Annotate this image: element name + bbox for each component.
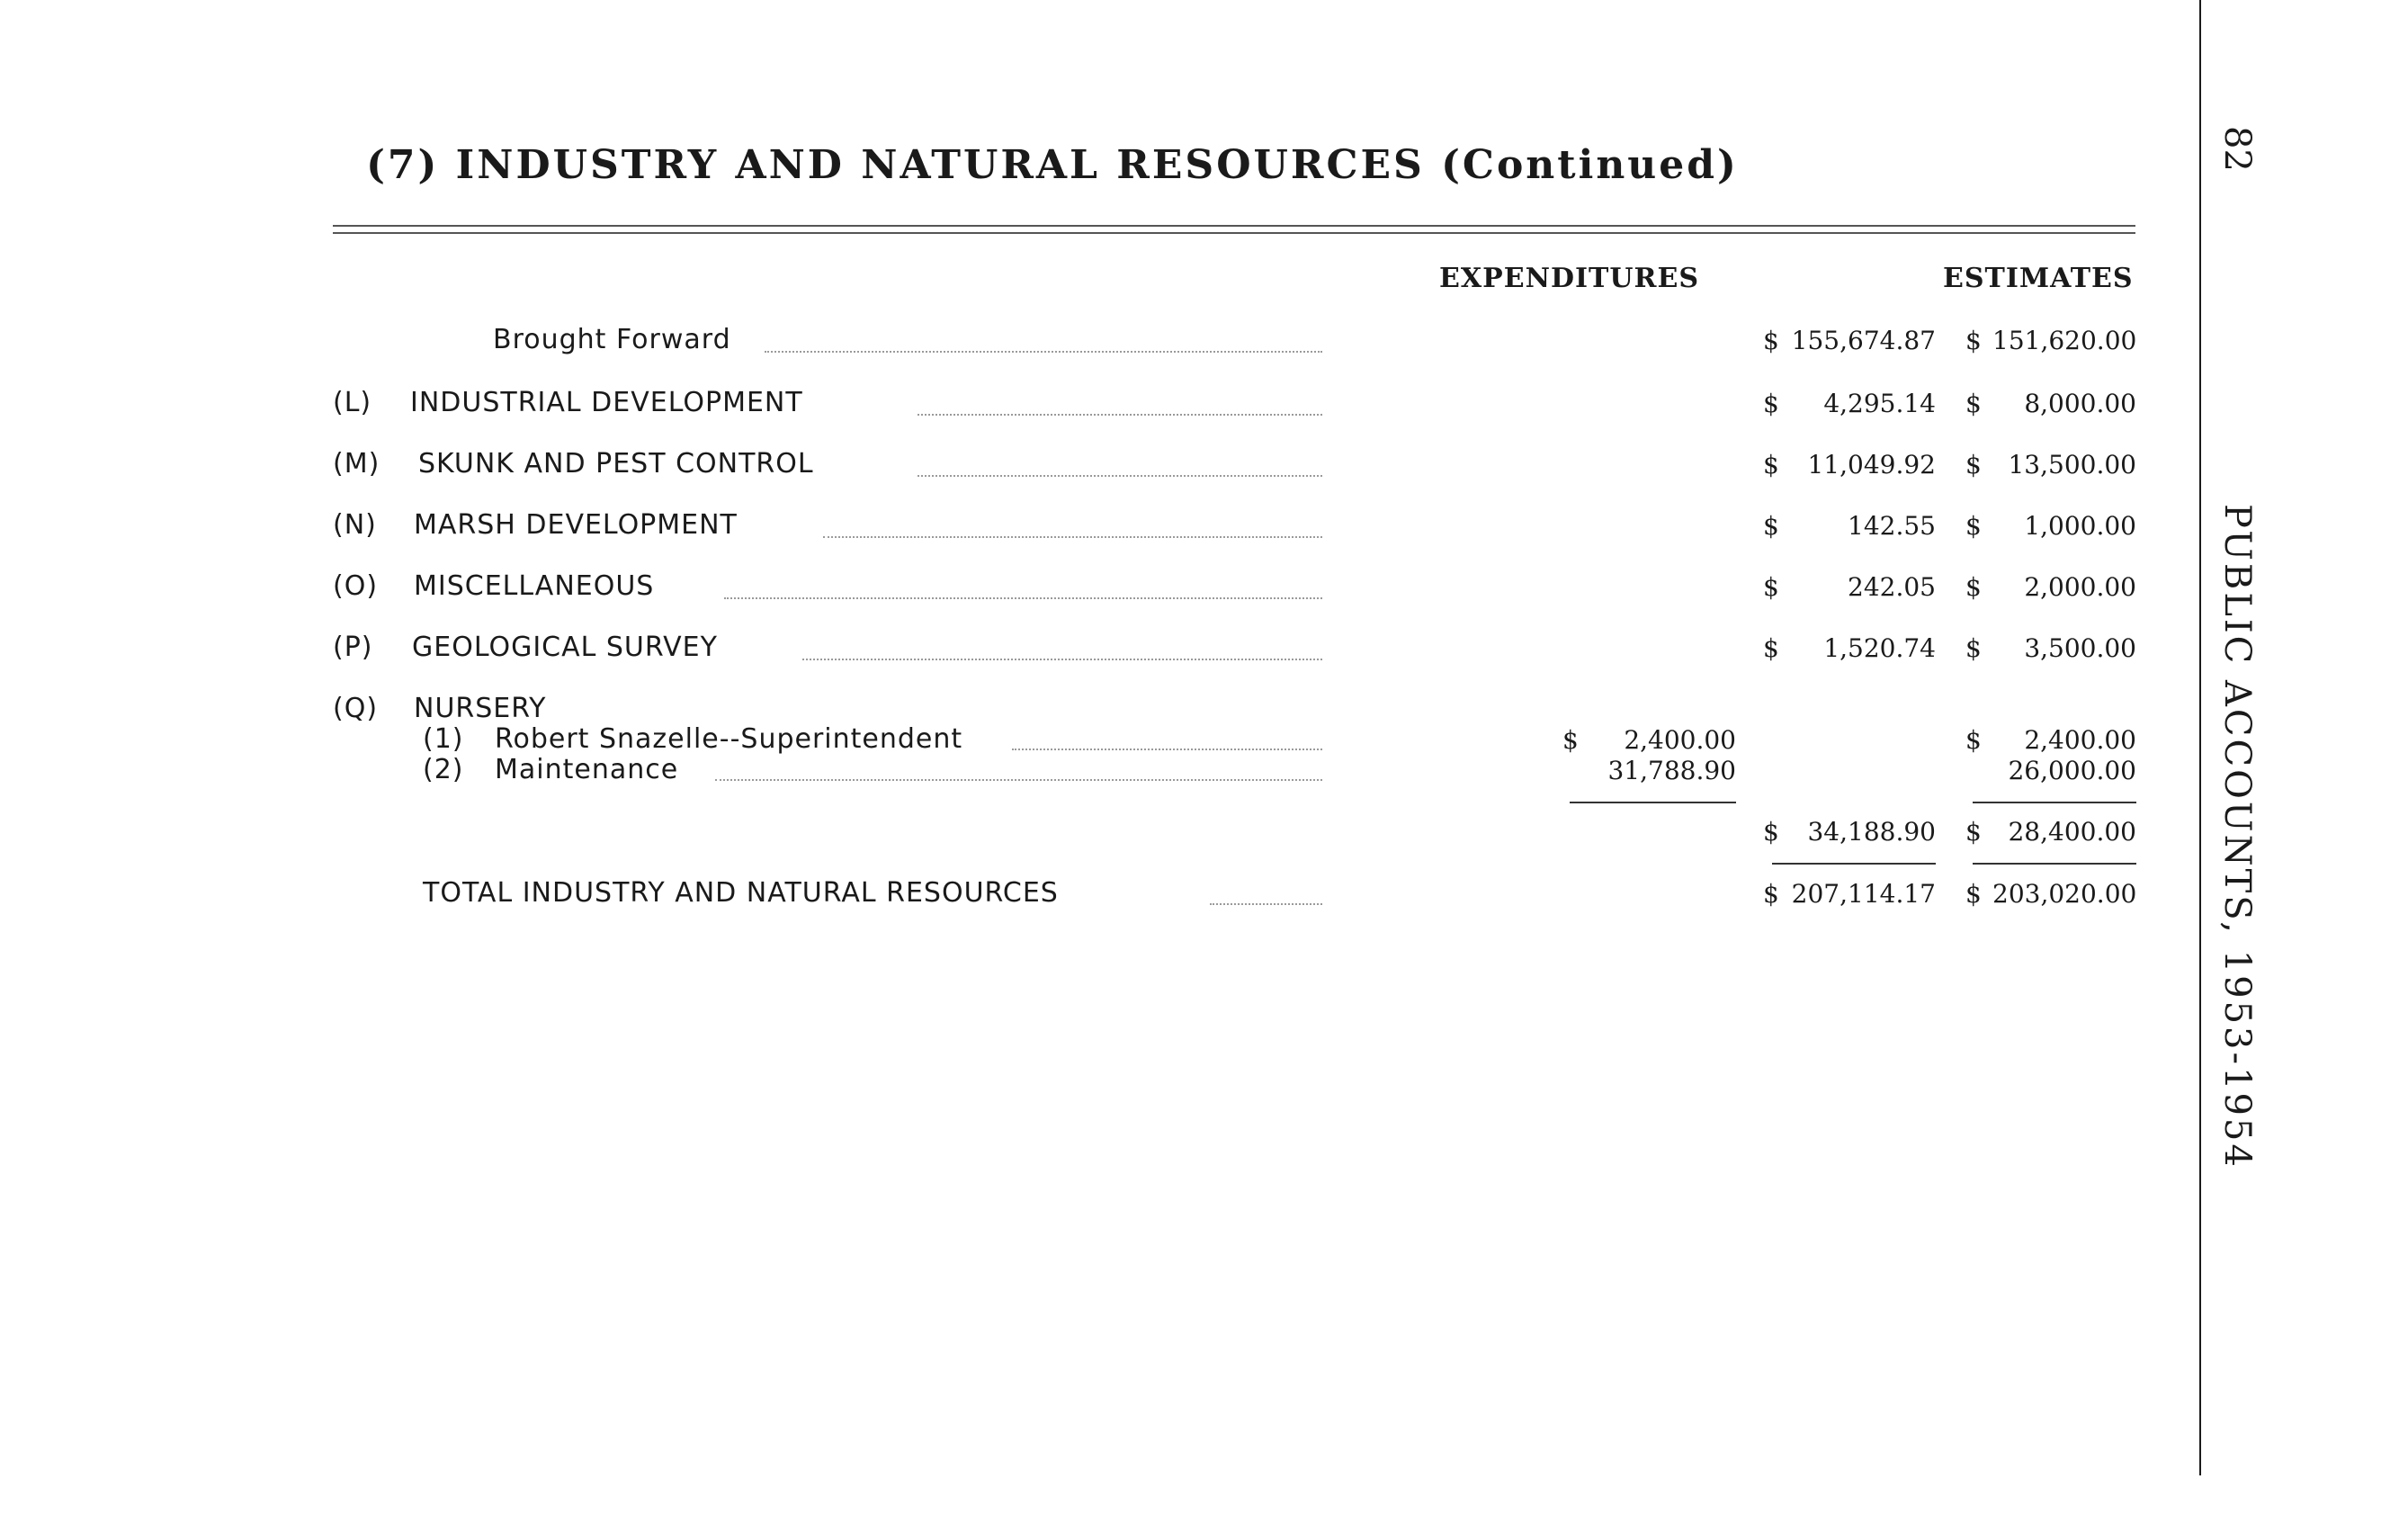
- page-title: (7) INDUSTRY AND NATURAL RESOURCES (Continued): [366, 142, 1739, 188]
- expenditure-value: 4,295.14: [1823, 389, 1936, 418]
- leader-dots: [1210, 903, 1322, 905]
- dollar-sign: $: [1763, 389, 1779, 418]
- estimate-value: 203,020.00: [1992, 879, 2137, 909]
- row-code: (Q): [333, 693, 379, 724]
- dollar-sign: $: [1965, 633, 1982, 663]
- dollar-sign: $: [1763, 511, 1779, 541]
- dollar-sign: $: [1965, 389, 1982, 418]
- expenditure-value: 31,788.90: [1607, 756, 1736, 785]
- row-code: (O): [333, 570, 379, 602]
- expenditure-value: 242.05: [1848, 572, 1936, 602]
- dollar-sign: $: [1562, 725, 1579, 755]
- expenditure-value: 155,674.87: [1791, 326, 1936, 355]
- leader-dots: [918, 414, 1322, 416]
- dollar-sign: $: [1763, 879, 1779, 909]
- estimate-value: 151,620.00: [1992, 326, 2137, 355]
- row-code: (P): [333, 632, 373, 663]
- row-code: (L): [333, 387, 372, 418]
- row-label: NURSERY: [414, 693, 547, 724]
- row-label: MISCELLANEOUS: [414, 570, 655, 602]
- dollar-sign: $: [1965, 817, 1982, 847]
- expenditure-value: 34,188.90: [1807, 817, 1936, 847]
- estimate-value: 3,500.00: [2024, 633, 2136, 663]
- running-header: PUBLIC ACCOUNTS, 1953-1954: [2216, 504, 2258, 1170]
- leader-dots: [724, 597, 1322, 599]
- line-code: (1): [423, 723, 464, 755]
- expenditure-value: 1,520.74: [1823, 633, 1936, 663]
- row-label: MARSH DEVELOPMENT: [414, 509, 738, 541]
- dollar-sign: $: [1763, 572, 1779, 602]
- line-label: Maintenance: [495, 754, 679, 785]
- line-code: (2): [423, 754, 464, 785]
- leader-dots: [802, 659, 1322, 660]
- expenditures-heading: EXPENDITURES: [1439, 263, 1699, 294]
- row-label: Brought Forward: [493, 324, 731, 355]
- estimate-value: 2,000.00: [2024, 572, 2136, 602]
- estimate-value: 8,000.00: [2024, 389, 2136, 418]
- row-label: SKUNK AND PEST CONTROL: [418, 448, 814, 480]
- header-rule-bottom: [333, 232, 2135, 234]
- row-code: (N): [333, 509, 377, 541]
- dollar-sign: $: [1965, 572, 1982, 602]
- dollar-sign: $: [1965, 511, 1982, 541]
- row-label: GEOLOGICAL SURVEY: [412, 632, 718, 663]
- estimate-value: 26,000.00: [2008, 756, 2136, 785]
- expenditure-value: 142.55: [1848, 511, 1936, 541]
- leader-dots: [823, 536, 1322, 538]
- dollar-sign: $: [1965, 725, 1982, 755]
- estimate-value: 2,400.00: [2024, 725, 2136, 755]
- expenditure-value: 207,114.17: [1791, 879, 1936, 909]
- estimate-value: 13,500.00: [2008, 450, 2136, 480]
- leader-dots: [918, 475, 1322, 477]
- subtotal-underline: [1570, 802, 1736, 803]
- dollar-sign: $: [1763, 633, 1779, 663]
- leader-dots: [715, 779, 1322, 781]
- page-number: 82: [2216, 126, 2258, 172]
- leader-dots: [1012, 749, 1322, 750]
- total-underline: [1973, 863, 2136, 865]
- estimate-value: 1,000.00: [2024, 511, 2136, 541]
- total-label: TOTAL INDUSTRY AND NATURAL RESOURCES: [423, 877, 1059, 909]
- subtotal-underline: [1973, 802, 2136, 803]
- dollar-sign: $: [1965, 326, 1982, 355]
- total-underline: [1772, 863, 1936, 865]
- header-rule-top: [333, 225, 2135, 227]
- dollar-sign: $: [1763, 817, 1779, 847]
- dollar-sign: $: [1965, 450, 1982, 480]
- dollar-sign: $: [1763, 450, 1779, 480]
- leader-dots: [765, 351, 1322, 353]
- estimates-heading: ESTIMATES: [1943, 263, 2134, 294]
- estimate-value: 28,400.00: [2008, 817, 2136, 847]
- dollar-sign: $: [1965, 879, 1982, 909]
- line-label: Robert Snazelle--Superintendent: [495, 723, 963, 755]
- dollar-sign: $: [1763, 326, 1779, 355]
- margin-rule: [2199, 0, 2201, 1475]
- expenditure-value: 2,400.00: [1624, 725, 1736, 755]
- row-label: INDUSTRIAL DEVELOPMENT: [410, 387, 803, 418]
- expenditure-value: 11,049.92: [1807, 450, 1936, 480]
- row-code: (M): [333, 448, 380, 480]
